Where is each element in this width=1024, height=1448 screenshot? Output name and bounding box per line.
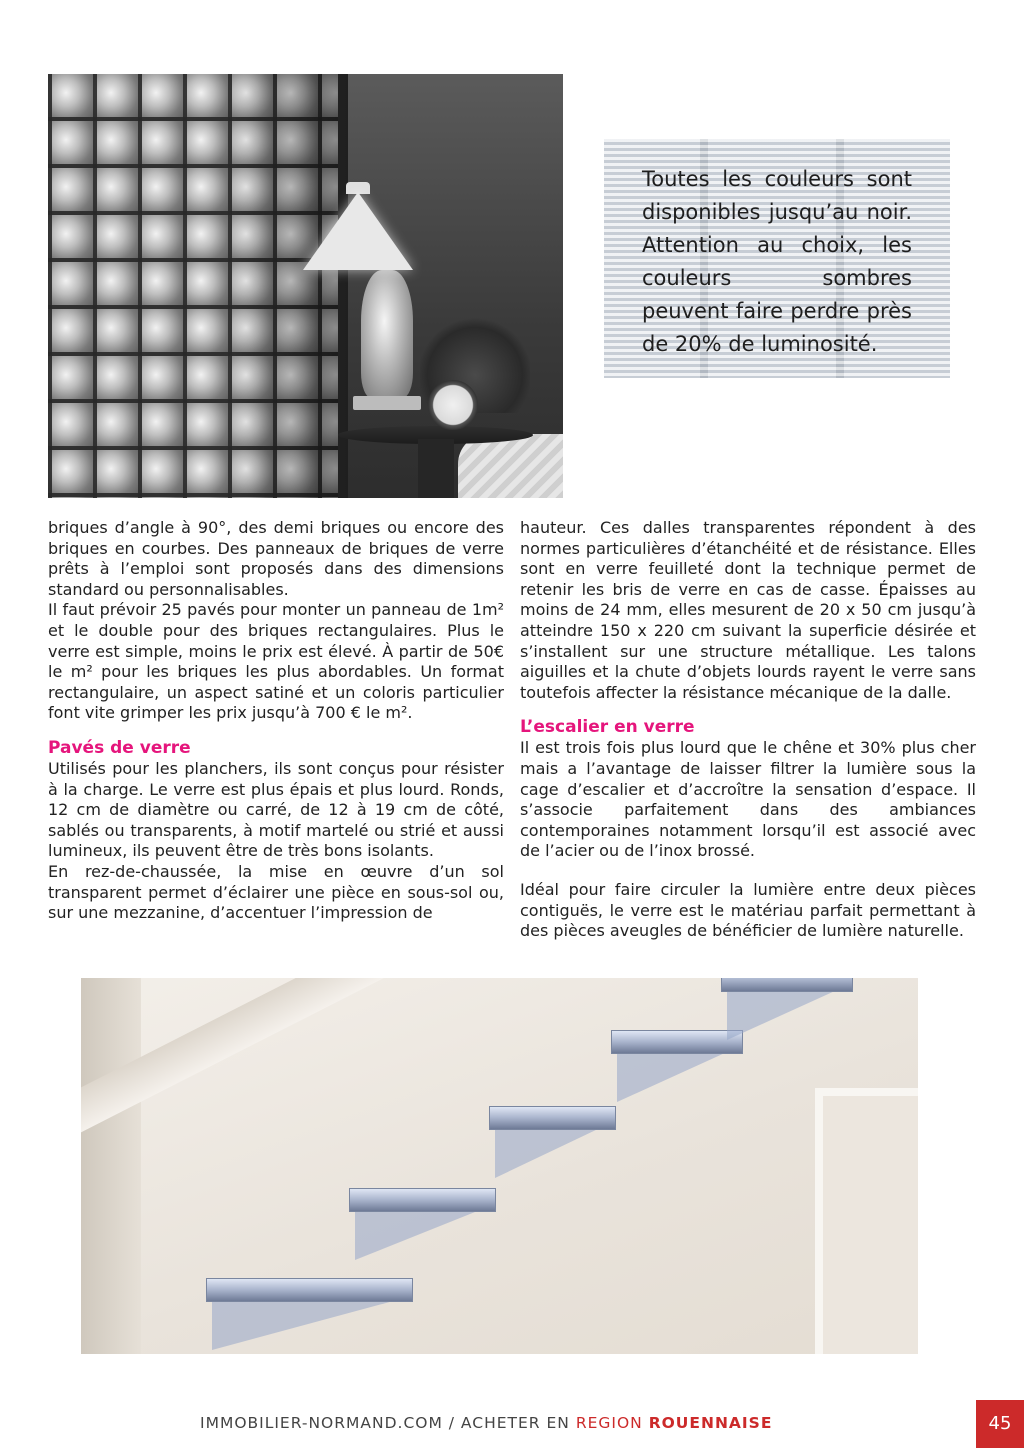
lamp-base — [361, 270, 413, 398]
glass-step — [349, 1188, 496, 1212]
left-paragraph-1: briques d’angle à 90°, des demi briques ou encore des briques en courbes. Des panneaux de briques de verre prêts à l’emploi sont proposés dans des dimensions standard ou personnalisables. — [48, 518, 504, 599]
glass-step — [206, 1278, 413, 1302]
door-frame — [815, 1088, 918, 1354]
left-column — [48, 518, 504, 924]
glass-step-shadow — [212, 1300, 397, 1350]
photo-glass-staircase — [81, 978, 918, 1354]
left-paragraph-3: Utilisés pour les planchers, ils sont conçus pour résister à la charge. Le verre est plus épais et plus lourd. Ronds, 12 cm de diamètre ou carré, de 12 à 19 cm de côté, sablés ou transparents, à motif martelé ou strié et aussi lumineux, ils peuvent être de très bons isolants. — [48, 758, 504, 861]
callout-box — [604, 139, 950, 378]
right-column — [520, 518, 976, 942]
right-paragraph-3: Idéal pour faire circuler la lumière entre deux pièces contiguës, le verre est le matériau parfait permettant à des pièces aveugles de bénéficier de lumière naturelle. — [520, 879, 976, 941]
bed — [458, 434, 563, 498]
glass-step-shadow — [355, 1210, 480, 1260]
glass-step-shadow — [495, 1128, 600, 1178]
section-heading-paves: Pavés de verre — [48, 737, 191, 758]
lampshade — [303, 192, 413, 270]
glass-step — [611, 1030, 743, 1054]
section-heading-escalier: L’escalier en verre — [520, 717, 695, 738]
left-paragraph-2: Il faut prévoir 25 pavés pour monter un panneau de 1m² et le double pour des briques rectangulaires. Plus le verre est simple, moins le prix est élevé. À partir de 50€ le m² pour les briques les plus abordables. Un format rectangulaire, un aspect satiné et un coloris particulier font vite grimper les prix jusqu’à 700 € le m². — [48, 600, 504, 723]
glass-step-shadow — [727, 990, 837, 1040]
footer-city: ROUENNAISE — [648, 1414, 773, 1432]
photo-glass-brick-wall — [48, 74, 563, 498]
footer-region: REGION — [575, 1414, 649, 1432]
footer-breadcrumb — [200, 1414, 772, 1432]
callout-text: Toutes les couleurs sont disponibles jusqu’au noir. Attention au choix, les couleurs sombres peuvent faire perdre près de 20% de luminosité. — [642, 167, 912, 356]
page-number: 45 — [976, 1400, 1024, 1448]
glass-step — [489, 1106, 616, 1130]
clock — [428, 380, 478, 430]
left-paragraph-4: En rez-de-chaussée, la mise en œuvre d’un sol transparent permet d’éclairer une pièce en sous-sol ou, sur une mezzanine, d’accentuer l’impression de — [48, 861, 504, 923]
footer-site: IMMOBILIER-NORMAND.COM / ACHETER EN — [200, 1414, 576, 1432]
right-paragraph-2: Il est trois fois plus lourd que le chêne et 30% plus cher mais a l’avantage de laisser filtrer la lumière sous la cage d’escalier et d’accroître la sensation d’espace. Il s’associe parfaitement dans des ambiances contemporaines notamment lorsqu’il est associé avec de l’acier ou de l’inox brossé. — [520, 738, 976, 861]
right-paragraph-1: hauteur. Ces dalles transparentes répondent à des normes particulières d’étanchéité et de résistance. Elles sont en verre feuilleté dont la technique permet de retenir les bris de verre en cas de casse. Épaisses au moins de 24 mm, elles mesurent de 20 x 50 cm jusqu’à atteindre 150 x 220 cm suivant la superficie désirée et s’installent sur une structure métallique. Les talons aiguilles et la chute d’objets lourds rayent le verre sans toutefois affecter la résistance mécanique de la dalle. — [520, 518, 976, 702]
glass-step-shadow — [617, 1052, 727, 1102]
glass-step — [721, 978, 853, 992]
